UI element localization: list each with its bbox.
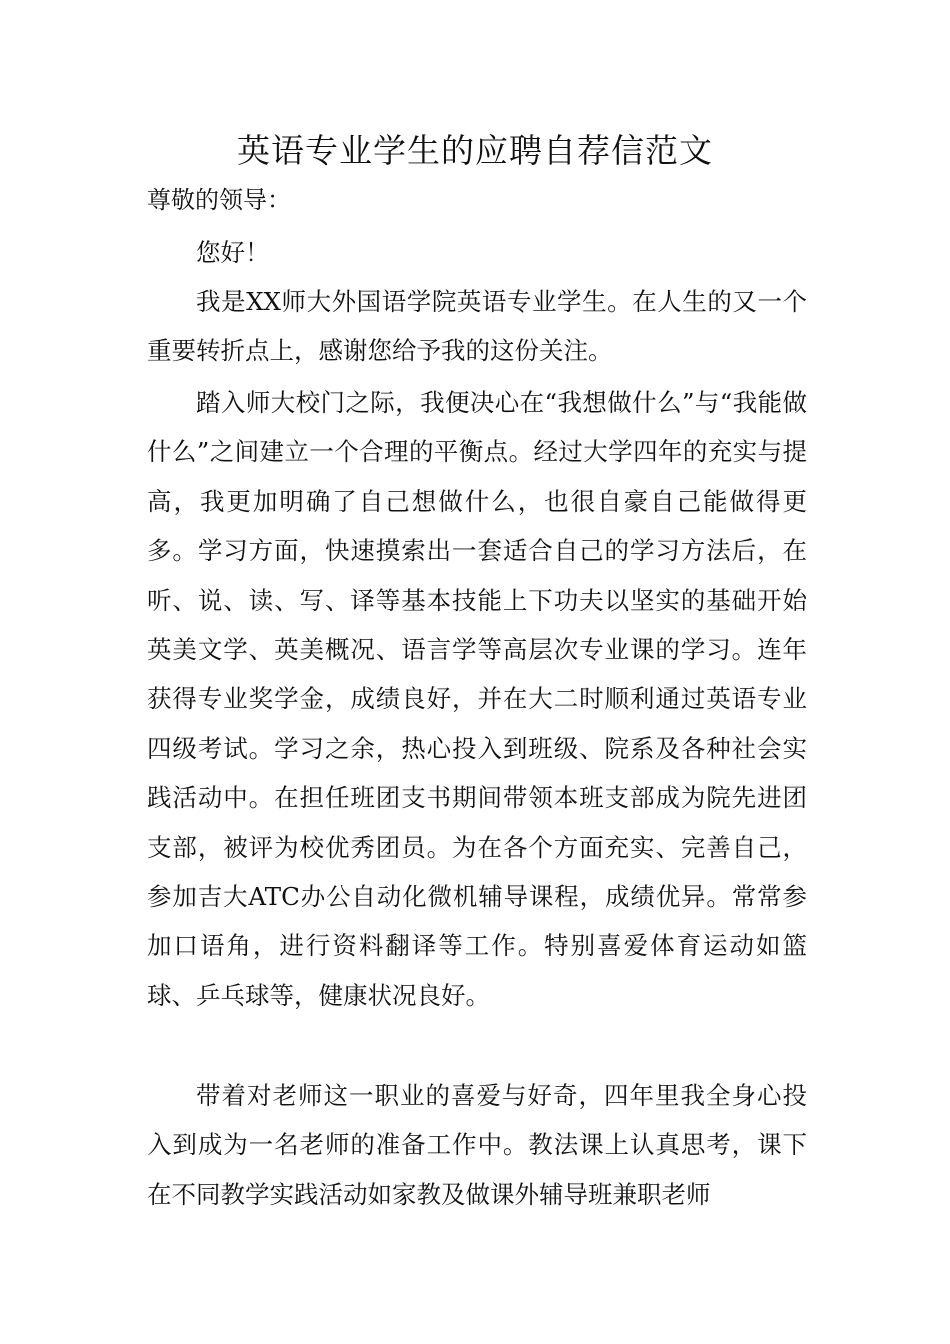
paragraph-teaching: 带着对老师这一职业的喜爱与好奇，四年里我全身心投入到成为一名老师的准备工作中。教法课上认真思考，课下在不同教学实践活动如家教及做课外辅导班兼职老师: [147, 1081, 807, 1209]
paragraph-study: 踏入师大校门之际，我便决心在“我想做什么”与“我能做什么”之间建立一个合理的平衡点。经过大学四年的充实与提高，我更加明确了自己想做什么，也很自豪自己能做得更多。学习方面，快速摸索出一套适合自己的学习方法后，在听、说、读、写、译等基本技能上下功夫以坚实的基础开始英美文学、英美概况、语言学等高层次专业课的学习。连年获得专业奖学金，成绩良好，并在大二时顺利通过英语专业四级考试。学习之余，热心投入到班级、院系及各种社会实践活动中。在担任班团支书期间带领本班支部成为院先进团支部，被评为校优秀团员。为在各个方面充实、完善自己，参加吉大ATC办公自动化微机辅导课程，成绩优异。常常参加口语角，进行资料翻译等工作。特别喜爱体育运动如篮球、乒乓球等，健康状况良好。: [147, 388, 807, 1010]
salutation: 尊敬的领导：: [147, 186, 291, 214]
document-title: 英语专业学生的应聘自荐信范文: [237, 131, 713, 170]
paragraph-greeting: 您好！: [196, 238, 270, 267]
paragraph-intro: 我是XX师大外国语学院英语专业学生。在人生的又一个重要转折点上，感谢您给予我的这份关注。: [147, 287, 807, 366]
